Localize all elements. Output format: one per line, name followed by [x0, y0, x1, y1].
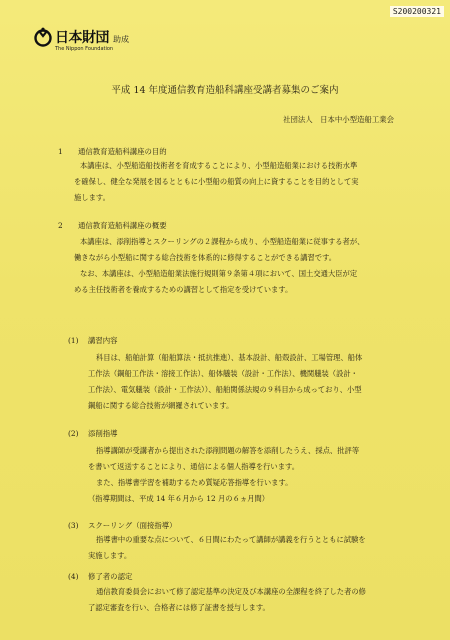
subsection-1-line-4: 鋼船に関する総合技術が網羅されています。	[88, 401, 234, 410]
subsection-3-line-1: 指導書中の重要な点について、６日間にわたって講師が講義を行うとともに試験を	[96, 535, 366, 544]
section-1-line-2: を確保し、健全な発展を図るとともに小型船の船質の向上に資することを目的として実	[74, 177, 359, 186]
subsection-2-heading	[68, 428, 118, 439]
section-2-line-4: める主任技術者を養成するための講習として指定を受けています。	[74, 285, 293, 294]
logo-row	[55, 27, 129, 47]
section-2-line-2: 働きながら小型船に関する総合技術を体系的に修得することができる講習です。	[74, 253, 337, 262]
subsection-1-line-3: 工作法）、電気艤装（設計・工作法））、船舶関係法規の９科目から成っており、小型	[88, 385, 362, 394]
logo-name: 日本財団	[55, 30, 109, 46]
logo-subsidy-label: 助成	[113, 35, 129, 44]
logo-english-name: The Nippon Foundation	[55, 46, 114, 52]
subsection-3-number: (3)	[68, 521, 79, 530]
subsection-4-heading	[68, 571, 132, 582]
subsection-1-line-1: 科目は、船舶計算（船舶算法・抵抗推進）、基本設計、船殻設計、工場管理、船体	[96, 353, 363, 362]
section-1-title: 通信教育造船科講座の目的	[78, 147, 167, 156]
document-id-label: S200200321	[390, 6, 444, 17]
subsection-4-number: (4)	[68, 572, 79, 581]
section-1-number: 1	[58, 147, 63, 156]
section-2-heading	[58, 220, 167, 231]
subsection-2-line-2: を書いて返送することにより、通信による個人指導を行います。	[88, 462, 300, 471]
subsection-1-number: (1)	[68, 336, 79, 345]
section-2-line-3: なお、本講座は、小型船造船業法施行規則第９条第４項において、国土交通大臣が定	[80, 269, 358, 278]
nippon-foundation-mark-icon	[34, 27, 52, 47]
subsection-2-line-1: 指導講師が受講者から提出された添削問題の解答を添削したうえ、採点、批評等	[96, 446, 360, 455]
section-1-line-3: 施します。	[74, 193, 110, 202]
subsection-2-line-4: （指導期間は、平成 14 年６月から 12 月の６ヵ月間）	[88, 494, 270, 503]
subsection-3-heading	[68, 520, 177, 531]
subsection-3-title: スクーリング（面接指導）	[88, 521, 177, 530]
document-title: 平成 14 年度通信教育造船科講座受講者募集のご案内	[111, 85, 339, 96]
subsection-2-line-3: また、指導書学習を補助するため質疑応答指導を行います。	[96, 478, 293, 487]
subsection-4-line-1: 通信教育委員会において修了認定基準の決定及び本講座の全課程を終了した者の修	[96, 587, 366, 596]
organization-name: 社団法人 日本中小型造船工業会	[283, 115, 394, 124]
section-1-heading	[58, 146, 167, 157]
logo-text	[55, 27, 129, 52]
subsection-2-number: (2)	[68, 429, 79, 438]
section-2-title: 通信教育造船科講座の概要	[78, 221, 167, 230]
nippon-foundation-logo	[34, 27, 129, 52]
section-2-line-1: 本講座は、添削指導とスクーリングの２課程から成り、小型船造船業に従事する者が、	[80, 237, 365, 246]
subsection-1-heading	[68, 335, 118, 346]
section-1-line-1: 本講座は、小型船造船技術者を育成することにより、小型船造船業における技術水準	[80, 161, 358, 170]
subsection-4-line-2: 了認定審査を行い、合格者には修了証書を授与します。	[88, 603, 270, 612]
subsection-3-line-2: 実施します。	[88, 551, 132, 560]
subsection-1-title: 講習内容	[88, 336, 118, 345]
subsection-4-title: 修了者の認定	[88, 572, 133, 581]
subsection-1-line-2: 工作法（鋼船工作法・溶接工作法）、船体艤装（設計・工作法）、機関艤装（設計・	[88, 369, 358, 378]
section-2-number: 2	[58, 221, 63, 230]
subsection-2-title: 添削指導	[88, 429, 118, 438]
